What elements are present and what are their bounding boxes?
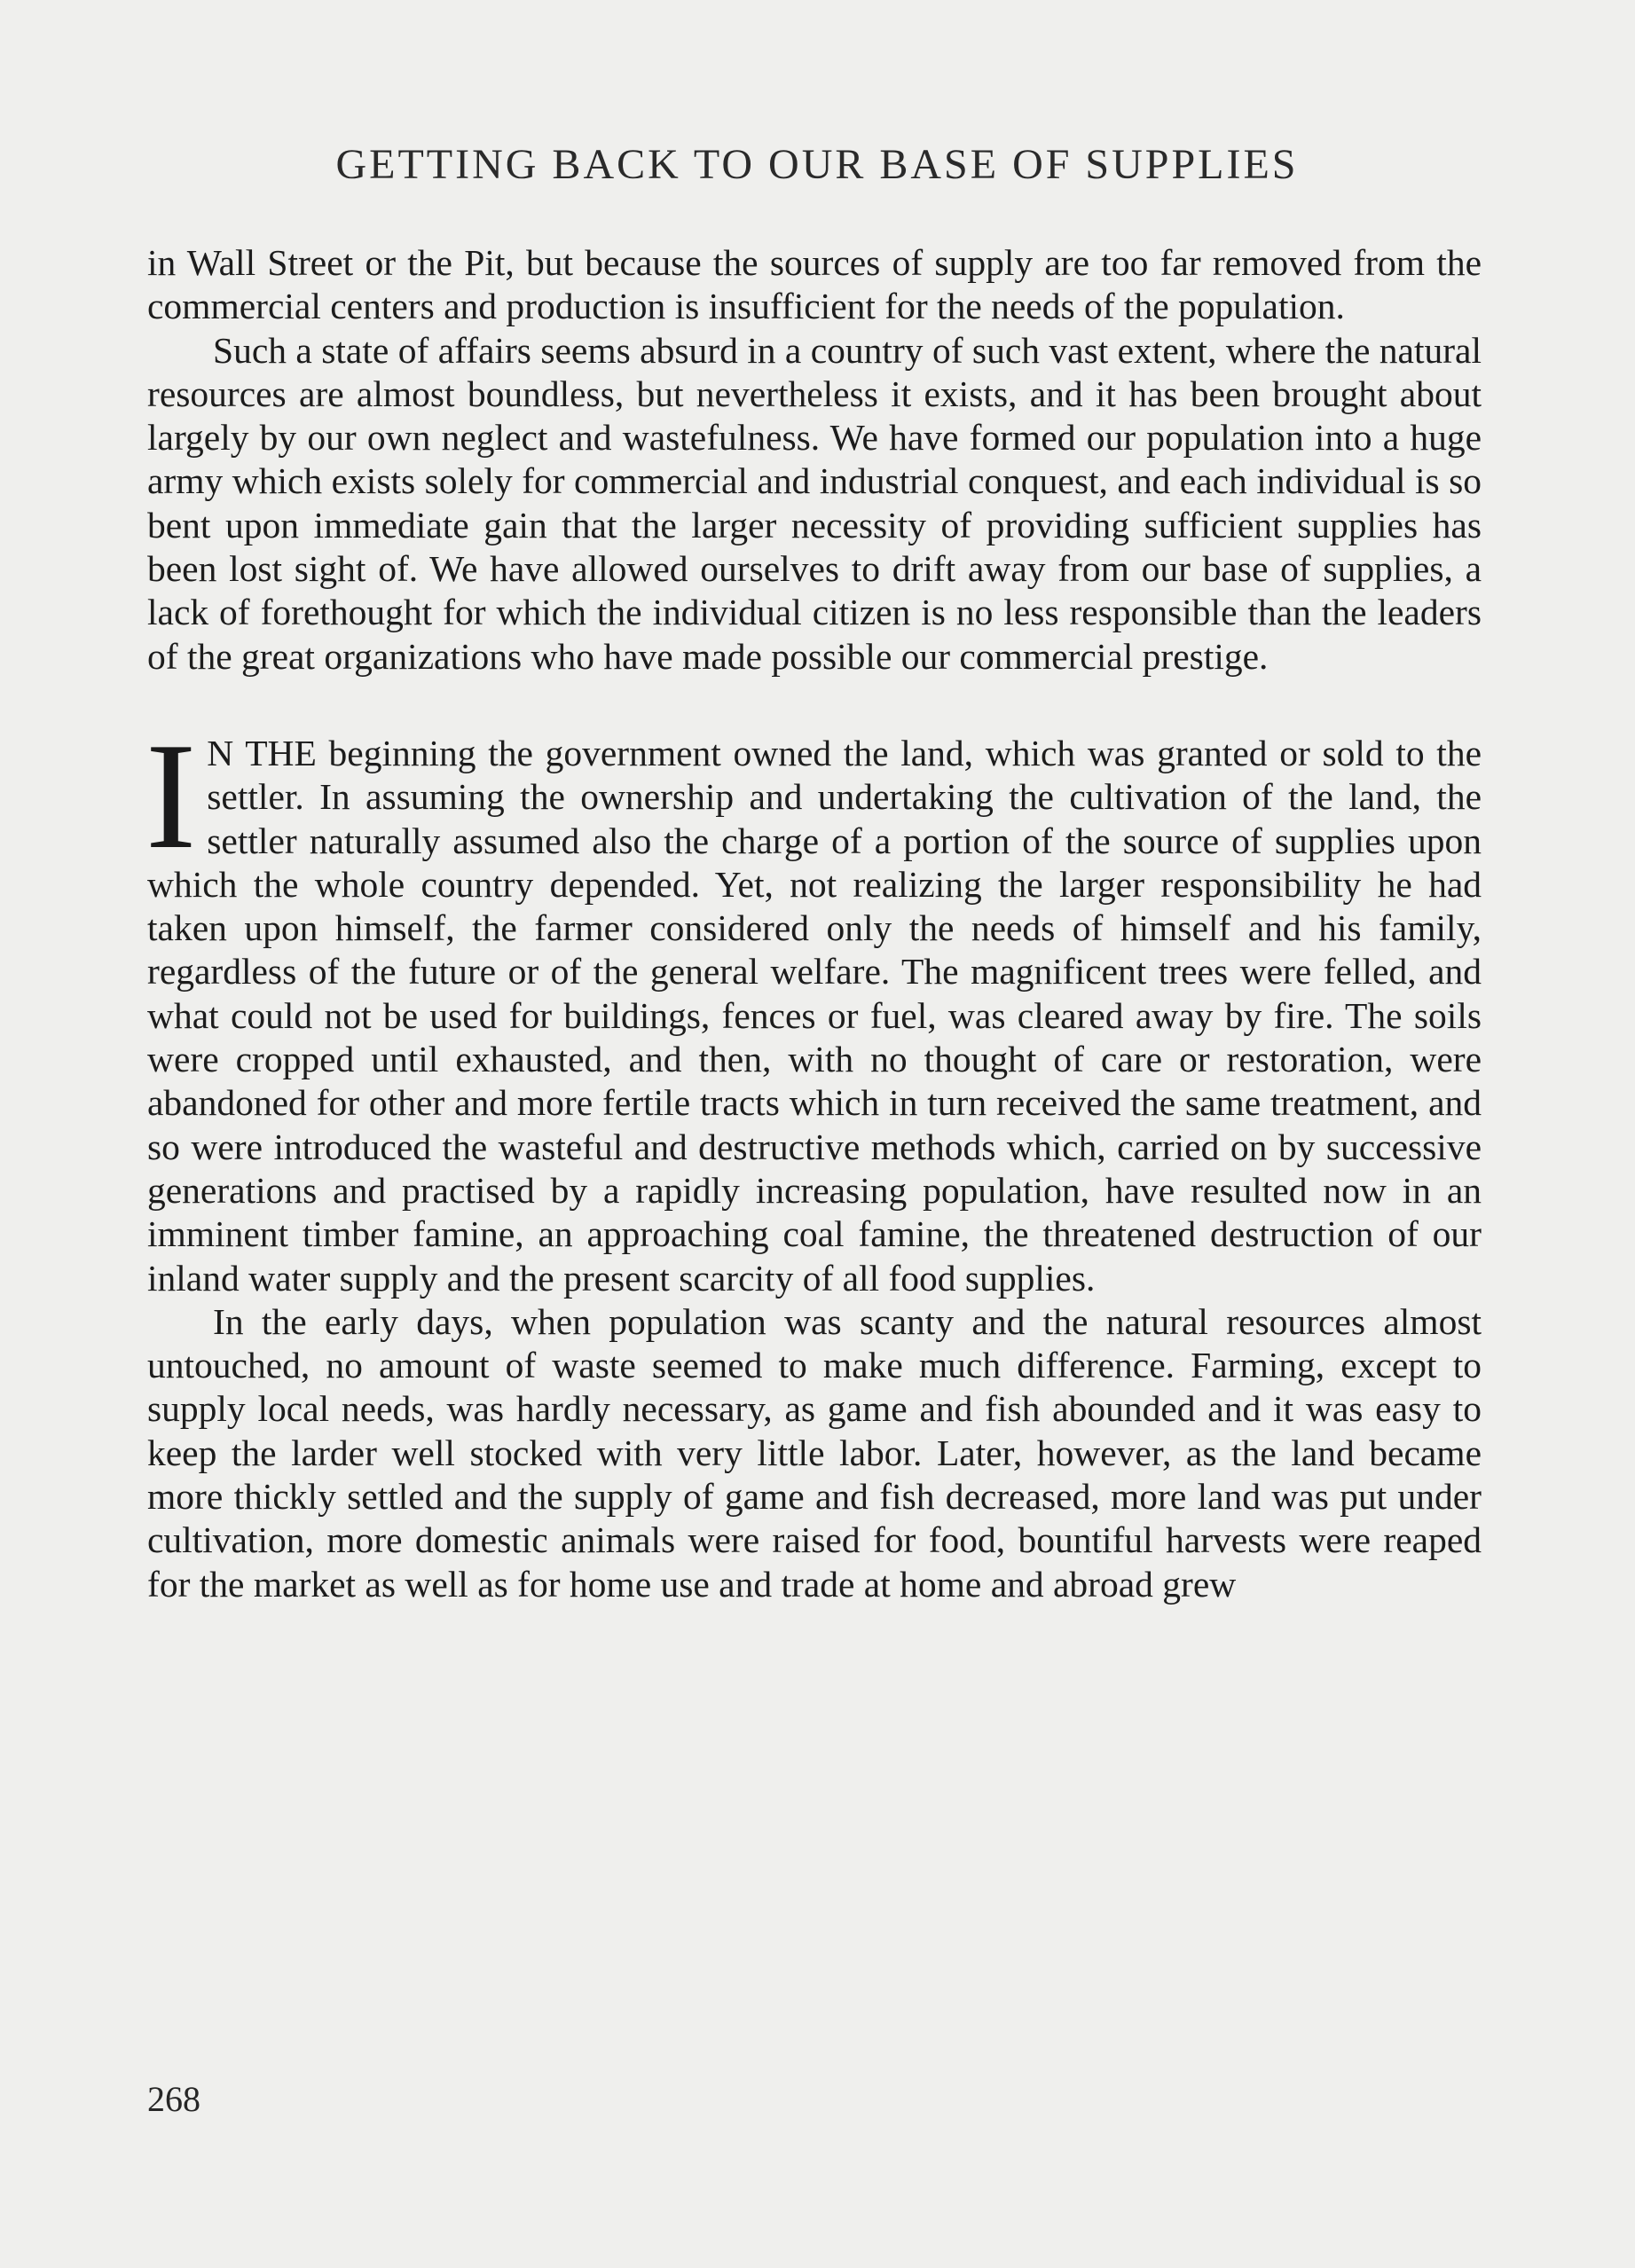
lead-in-text: N THE <box>207 732 317 773</box>
paragraph-early-days: In the early days, when population was scanty and the natural resources almost untouched, no amount of waste seemed to make much difference. Farming, except to supply local needs, was hardly necessary, as game and fish abounded and it was easy to keep the larder well stocked with very little labor. Later, however, as the land became more thickly settled and the supply of game and fish decreased, more land was put under cultivation, more domestic animals were raised for food, bountiful harvests were reaped for the market as well as for home use and trade at home and abroad grew <box>147 1300 1482 1605</box>
page-number: 268 <box>147 2079 200 2119</box>
running-head: GETTING BACK TO OUR BASE OF SUPPLIES <box>335 141 1299 188</box>
paragraph-beginning-text: beginning the government owned the land, which was granted or sold to the settler. In assuming the ownership and undertaking the cultivation of the land, the settler naturally assumed also the charge of a portion of the source of supplies upon which the whole country depended. Yet, not realizing the larger responsibility he had taken upon himself, the farmer considered only the needs of himself and his family, regardless of the future or of the general welfare. The magnificent trees were felled, and what could not be used for buildings, fences or fuel, was cleared away by fire. The soils were cropped until exhausted, and then, with no thought of care or restoration, were abandoned for other and more fertile tracts which in turn received the same treatment, and so were introduced the wasteful and destructive methods which, carried on by successive generations and practised by a rapidly increasing population, have resulted now in an imminent timber famine, an approaching coal famine, the threatened destruction of our inland water supply and the present scarcity of all food supplies. <box>147 732 1482 1299</box>
paragraph-affairs: Such a state of affairs seems absurd in a country of such vast extent, where the natural resources are almost boundless, but nevertheless it exists, and it has been brought about largely by our own neglect and wastefulness. We have formed our population into a huge army which exists solely for commercial and industrial conquest, and each individual is so bent upon immediate gain that the larger necessity of providing sufficient supplies has been lost sight of. We have allowed ourselves to drift away from our base of supplies, a lack of forethought for which the individual citizen is no less responsible than the leaders of the great organizations who have made possible our commercial prestige. <box>147 329 1482 677</box>
paragraph-continued: in Wall Street or the Pit, but because the sources of supply are too far removed from the commercial centers and production is insufficient for the needs of the population. <box>147 242 1482 327</box>
paragraph-beginning <box>145 711 1482 1300</box>
body-text <box>147 241 1482 1606</box>
drop-cap: I <box>145 711 197 881</box>
